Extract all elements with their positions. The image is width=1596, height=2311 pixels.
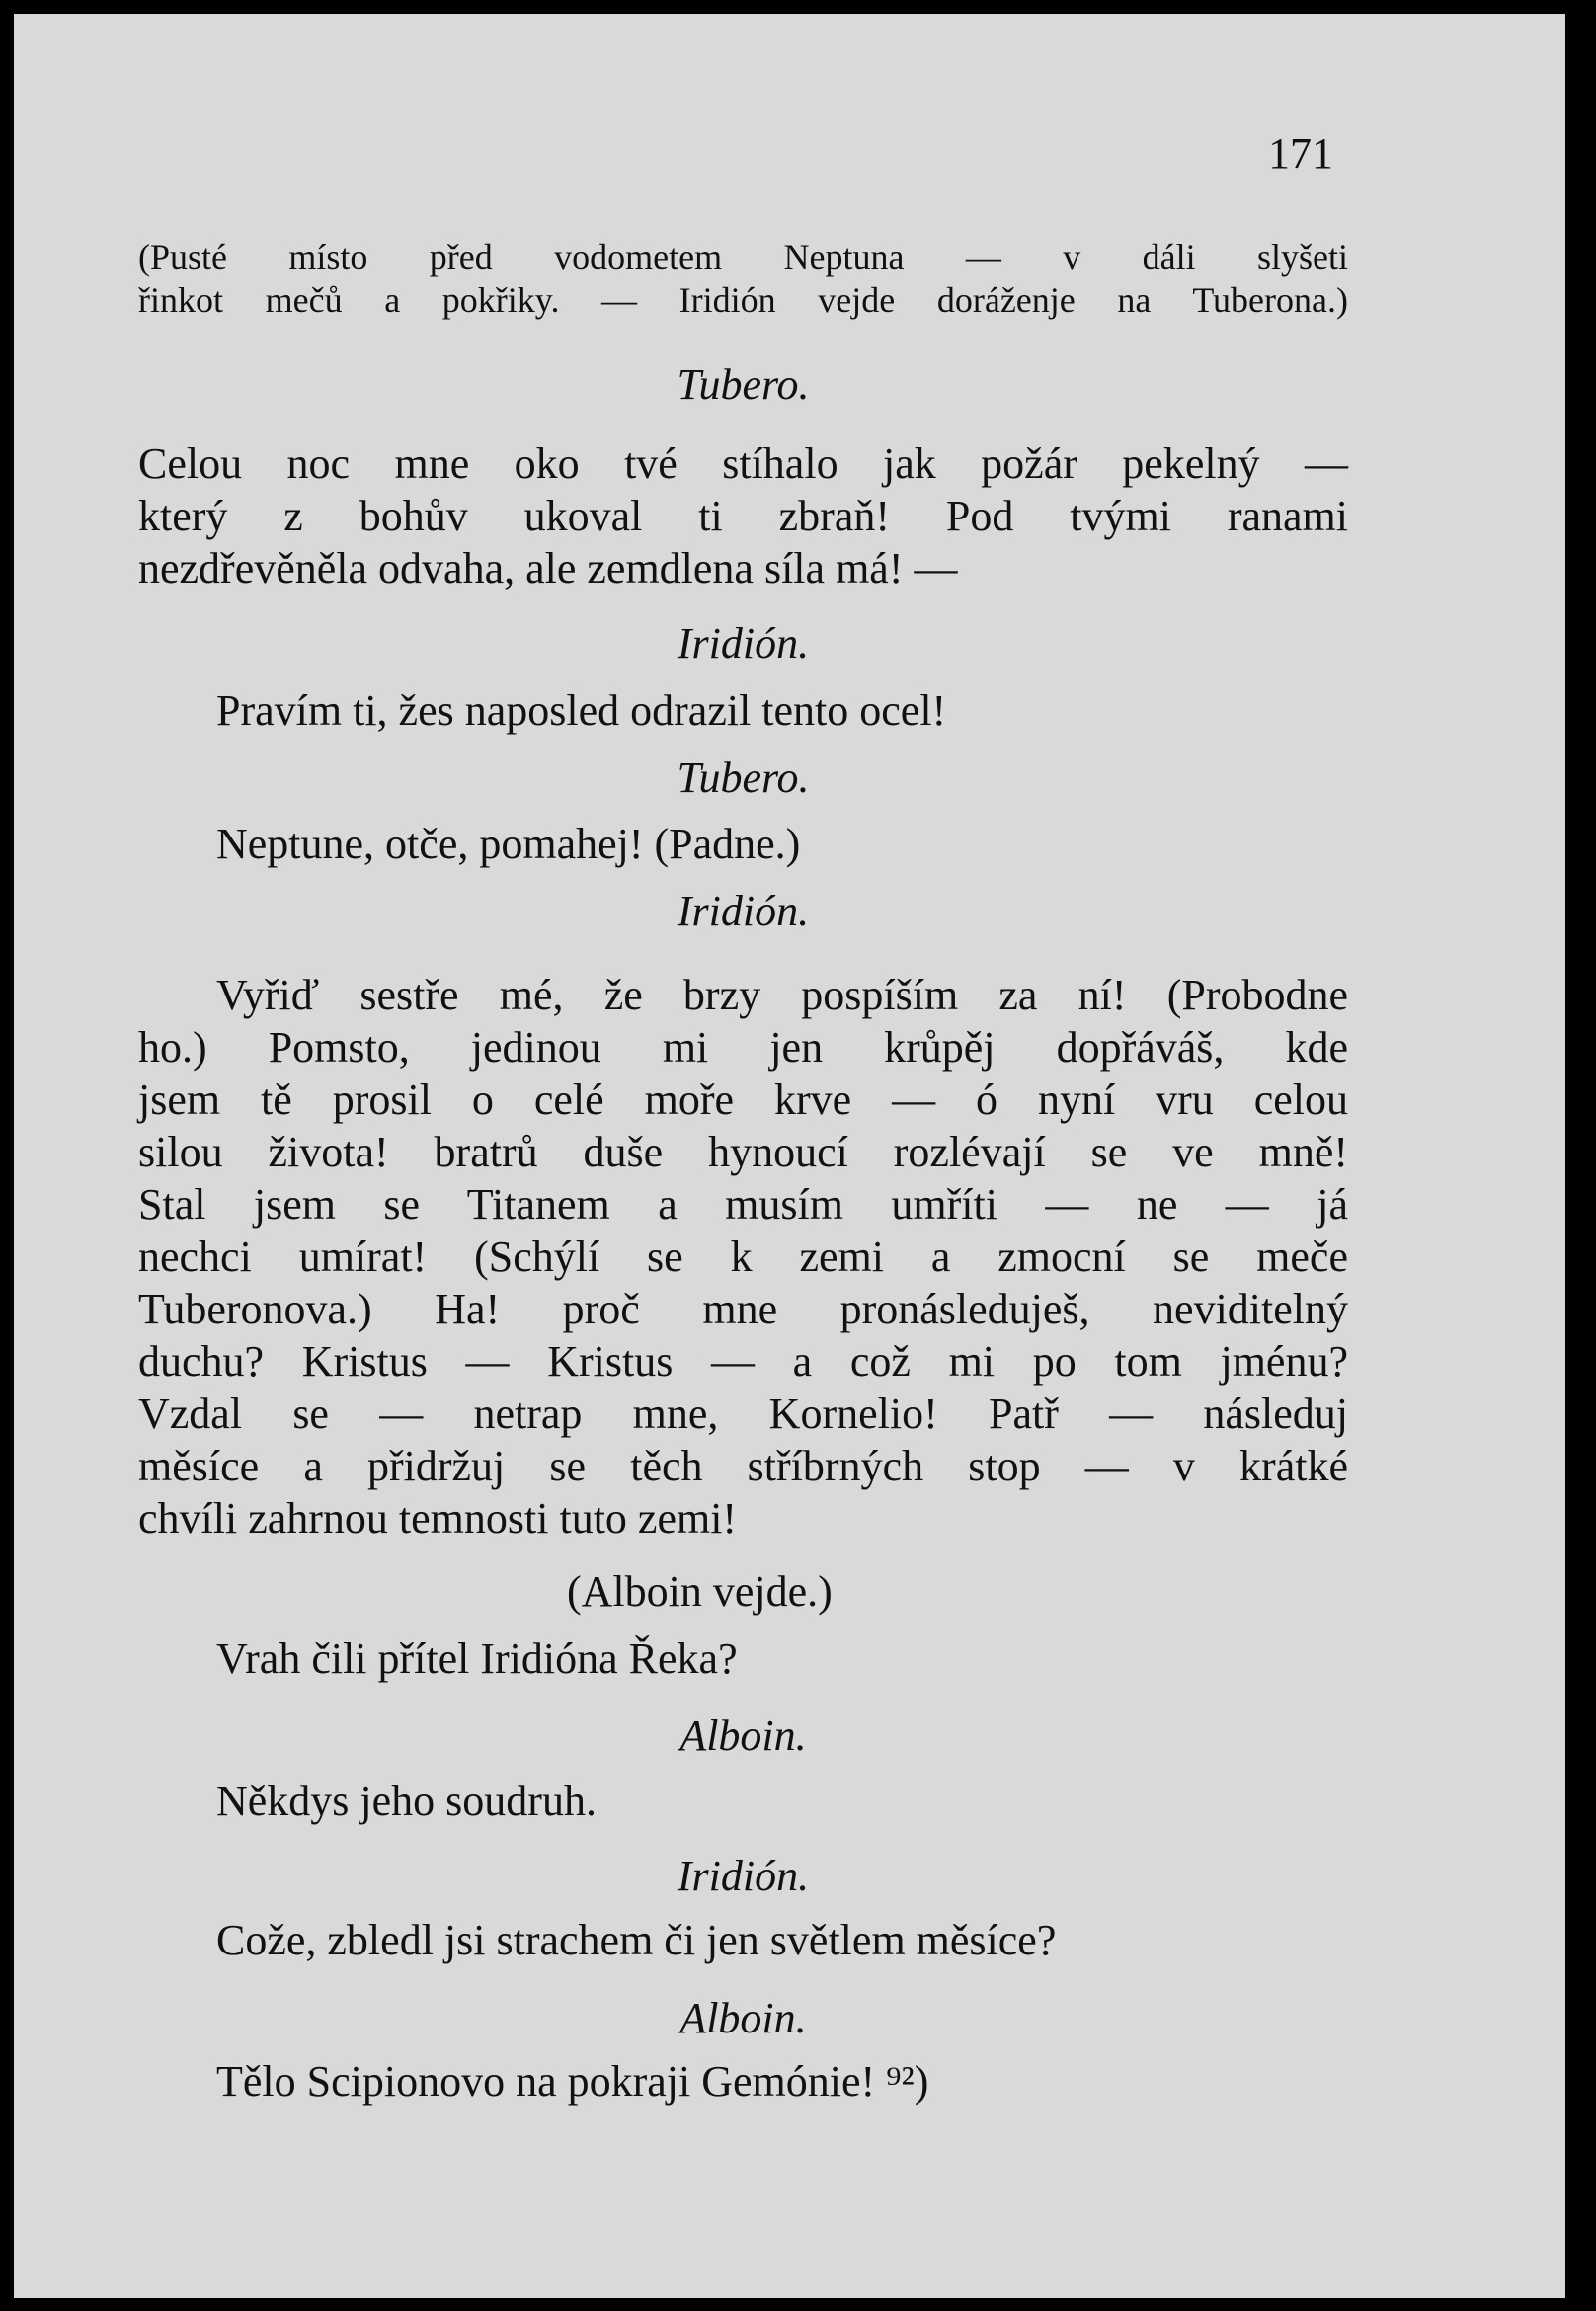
iridion-speech-line-10: měsíce a přidržuj se těch stříbrných stop — v krátké (138, 1442, 1348, 1490)
iridion-question-line: Vrah čili přítel Iridióna Řeka? (216, 1634, 738, 1683)
alboin-line-2: Tělo Scipionovo na pokraji Gemónie! ⁹²) (216, 2057, 929, 2106)
stage-direction-alboin-enters: (Alboin vejde.) (567, 1567, 833, 1616)
iridion-speech-line-2: ho.) Pomsto, jedinou mi jen krůpěj dopřáváš, kde (138, 1023, 1348, 1072)
iridion-speech-line-4: silou života! bratrů duše hynoucí rozlévají se ve mně! (138, 1128, 1348, 1176)
stage-direction-line-1: (Pusté místo před vodometem Neptuna — v dáli slyšeti (138, 237, 1348, 277)
tubero-line-4: Neptune, otče, pomahej! (Padne.) (216, 820, 801, 868)
iridion-speech-line-1: Vyřiď sestře mé, že brzy pospíším za ní! (Probodne (216, 971, 1348, 1019)
alboin-line-1: Někdys jeho soudruh. (216, 1777, 597, 1825)
speaker-alboin-2: Alboin. (679, 1994, 807, 2042)
iridion-line-2: Cože, zbledl jsi strachem či jen světlem měsíce? (216, 1916, 1057, 1964)
iridion-speech-line-5: Stal jsem se Titanem a musím umříti — ne — já (138, 1180, 1348, 1229)
page-number: 171 (1268, 129, 1333, 178)
tubero-line-3: nezdřevěněla odvaha, ale zemdlena síla má! — (138, 544, 958, 593)
speaker-iridion-1: Iridión. (677, 619, 810, 668)
iridion-speech-line-3: jsem tě prosil o celé moře krve — ó nyní vru celou (138, 1076, 1348, 1124)
tubero-line-1: Celou noc mne oko tvé stíhalo jak požár pekelný — (138, 439, 1348, 488)
book-page (14, 14, 1565, 2298)
iridion-line-1: Pravím ti, žes naposled odrazil tento ocel! (216, 686, 947, 735)
iridion-speech-line-11: chvíli zahrnou temnosti tuto zemi! (138, 1494, 738, 1543)
speaker-alboin-1: Alboin. (679, 1712, 807, 1760)
iridion-speech-line-9: Vzdal se — netrap mne, Kornelio! Patř — následuj (138, 1390, 1348, 1438)
stage-direction-line-2: řinkot mečů a pokřiky. — Iridión vejde doráženje na Tuberona.) (138, 280, 1348, 320)
speaker-iridion-2: Iridión. (677, 887, 810, 935)
iridion-speech-line-7: Tuberonova.) Ha! proč mne pronásleduješ, neviditelný (138, 1285, 1348, 1333)
iridion-speech-line-6: nechci umírat! (Schýlí se k zemi a zmocní se meče (138, 1233, 1348, 1281)
iridion-speech-line-8: duchu? Kristus — Kristus — a což mi po tom jménu? (138, 1337, 1348, 1386)
speaker-iridion-3: Iridión. (677, 1852, 810, 1900)
speaker-tubero-2: Tubero. (677, 754, 810, 802)
speaker-tubero-1: Tubero. (677, 360, 810, 409)
tubero-line-2: který z bohův ukoval ti zbraň! Pod tvými ranami (138, 492, 1348, 540)
